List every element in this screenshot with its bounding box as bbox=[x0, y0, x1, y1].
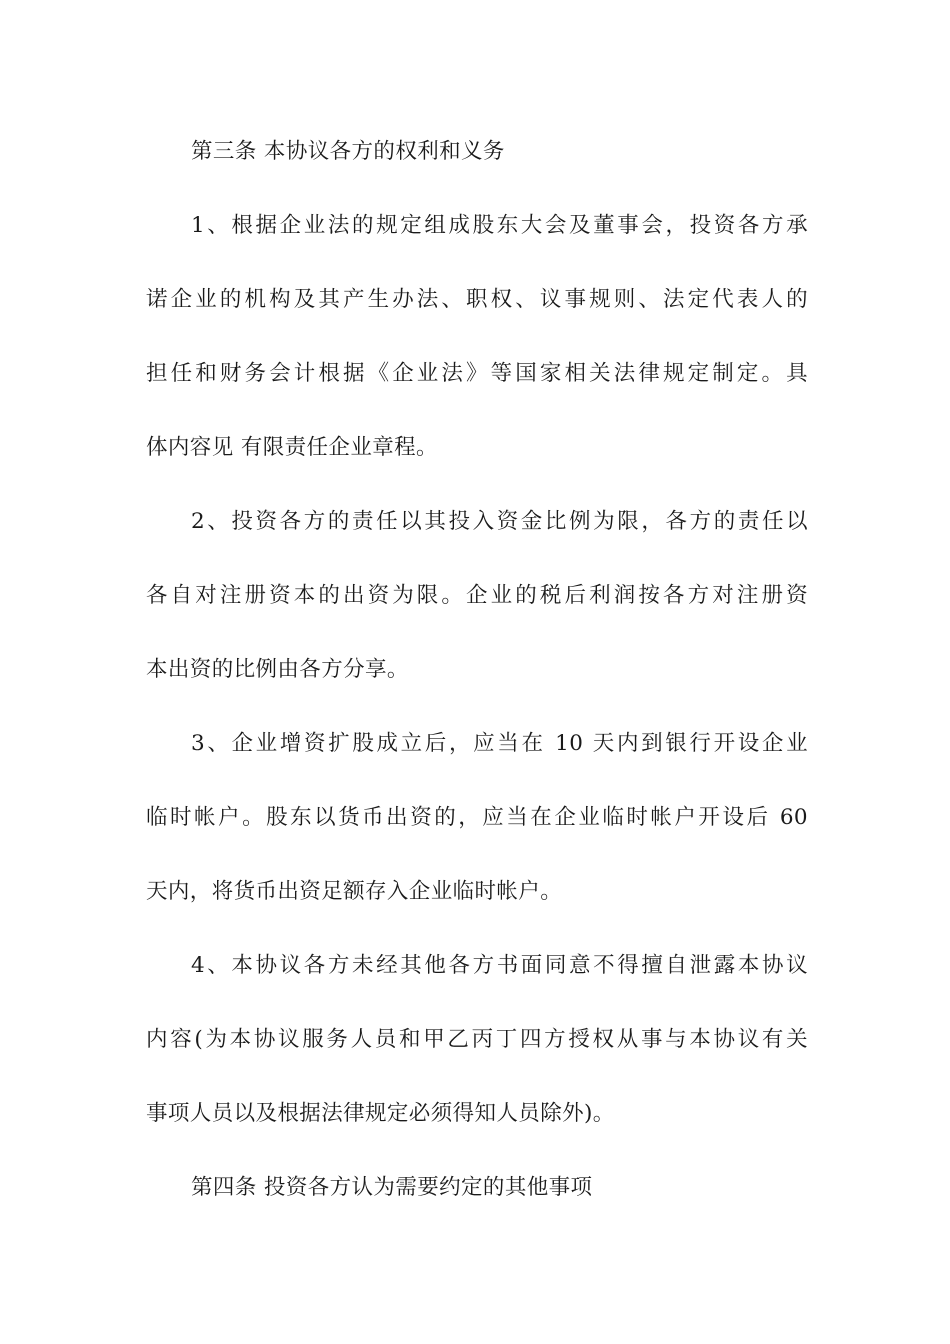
clause-2-line-2: 各自对注册资本的出资为限。企业的税后利润按各方对注册资 bbox=[146, 583, 808, 608]
clause-3-line-1: 3、企业增资扩股成立后，应当在 10 天内到银行开设企业 bbox=[191, 731, 808, 756]
article-3-heading: 第三条 本协议各方的权利和义务 bbox=[191, 139, 505, 164]
clause-1-line-4: 体内容见 有限责任企业章程。 bbox=[146, 435, 438, 460]
clause-2-line-3: 本出资的比例由各方分享。 bbox=[146, 657, 409, 682]
clause-4-line-3: 事项人员以及根据法律规定必须得知人员除外)。 bbox=[146, 1101, 615, 1126]
clause-3-line-2: 临时帐户。股东以货币出资的，应当在企业临时帐户开设后 60 bbox=[146, 805, 808, 830]
article-4-heading: 第四条 投资各方认为需要约定的其他事项 bbox=[191, 1175, 593, 1200]
clause-4-line-2: 内容(为本协议服务人员和甲乙丙丁四方授权从事与本协议有关 bbox=[146, 1027, 808, 1052]
clause-1-line-2: 诺企业的机构及其产生办法、职权、议事规则、法定代表人的 bbox=[146, 287, 808, 312]
clause-1-line-3: 担任和财务会计根据《企业法》等国家相关法律规定制定。具 bbox=[146, 361, 808, 386]
clause-1-line-1: 1、根据企业法的规定组成股东大会及董事会，投资各方承 bbox=[191, 213, 808, 238]
clause-4-line-1: 4、本协议各方未经其他各方书面同意不得擅自泄露本协议 bbox=[191, 953, 808, 978]
clause-2-line-1: 2、投资各方的责任以其投入资金比例为限，各方的责任以 bbox=[191, 509, 808, 534]
clause-3-line-3: 天内，将货币出资足额存入企业临时帐户。 bbox=[146, 879, 563, 904]
